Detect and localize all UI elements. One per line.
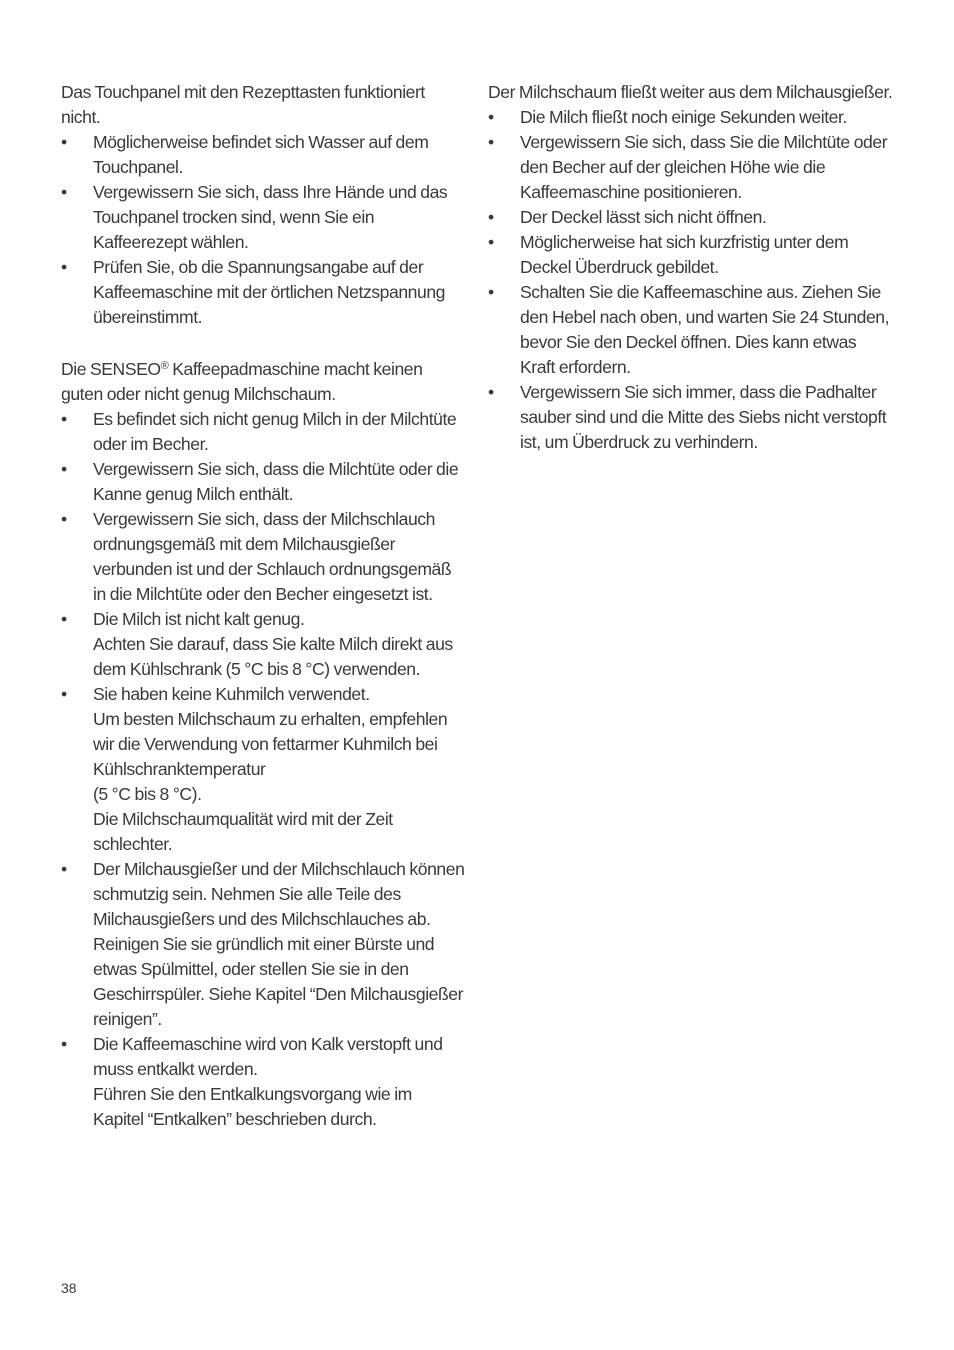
- section-heading: Der Milchschaum fließt weiter aus dem Milchausgießer.: [488, 82, 893, 102]
- list-item-text: Um besten Milchschaum zu erhalten, empfehlen wir die Verwendung von fettarmer Kuhmilch bei Kühlschranktemperatur: [93, 709, 448, 779]
- list-item: [61, 507, 466, 607]
- bullet-icon: •: [61, 182, 67, 202]
- bullet-list: [488, 105, 893, 455]
- section-touchpanel: [61, 80, 466, 330]
- list-item-text: Die Kaffeemaschine wird von Kalk verstopft und muss entkalkt werden.: [93, 1034, 443, 1079]
- list-item: [488, 105, 893, 130]
- bullet-icon: •: [488, 282, 494, 302]
- bullet-icon: •: [61, 459, 67, 479]
- list-item: [61, 682, 466, 857]
- left-column: [61, 80, 466, 1156]
- list-item-text: Prüfen Sie, ob die Spannungsangabe auf der Kaffeemaschine mit der örtlichen Netzspannung übereinstimmt.: [93, 257, 445, 327]
- list-item: [488, 205, 893, 230]
- list-item-text: Der Deckel lässt sich nicht öffnen.: [520, 207, 767, 227]
- list-item: [61, 407, 466, 457]
- list-item-text: Vergewissern Sie sich, dass der Milchschlauch ordnungsgemäß mit dem Milchausgießer verbunden ist und der Schlauch ordnungsgemäß in die Milchtüte oder den Becher eingesetzt ist.: [93, 509, 452, 604]
- list-item-text: Schalten Sie die Kaffeemaschine aus. Ziehen Sie den Hebel nach oben, und warten Sie 24 Stunden, bevor Sie den Deckel öffnen. Dies kann etwas Kraft erfordern.: [520, 282, 890, 377]
- bullet-icon: •: [488, 382, 494, 402]
- bullet-icon: •: [488, 232, 494, 252]
- list-item-text: Achten Sie darauf, dass Sie kalte Milch direkt aus dem Kühlschrank (5 °C bis 8 °C) verwenden.: [93, 634, 453, 679]
- list-item-text: Führen Sie den Entkalkungsvorgang wie im Kapitel “Entkalken” beschrieben durch.: [93, 1084, 412, 1129]
- list-item: [61, 255, 466, 330]
- list-item: [61, 1032, 466, 1132]
- bullet-icon: •: [61, 257, 67, 277]
- list-item: [488, 130, 893, 205]
- list-item-text: Möglicherweise hat sich kurzfristig unter dem Deckel Überdruck gebildet.: [520, 232, 849, 277]
- bullet-icon: •: [61, 132, 67, 152]
- list-item-text: Die Milchschaumqualität wird mit der Zeit schlechter.: [93, 809, 393, 854]
- bullet-list: [61, 407, 466, 1132]
- list-item-text: Sie haben keine Kuhmilch verwendet.: [93, 684, 370, 704]
- section-heading: [61, 354, 466, 407]
- section-heading: Das Touchpanel mit den Rezepttasten funktioniert nicht.: [61, 82, 425, 127]
- heading-rest: Kaffeepadmaschine macht keinen guten oder nicht genug Milchschaum.: [61, 359, 423, 404]
- bullet-icon: •: [61, 1034, 67, 1054]
- list-item: [61, 180, 466, 255]
- list-item-text: Vergewissern Sie sich, dass die Milchtüte oder die Kanne genug Milch enthält.: [93, 459, 459, 504]
- bullet-icon: •: [488, 132, 494, 152]
- list-item: [488, 230, 893, 280]
- registered-mark: ®: [160, 360, 169, 372]
- bullet-icon: •: [61, 859, 67, 879]
- bullet-list: [61, 130, 466, 330]
- right-column: [488, 80, 893, 479]
- list-item: [61, 857, 466, 1032]
- page-number: 38: [61, 1280, 77, 1296]
- bullet-icon: •: [61, 509, 67, 529]
- bullet-icon: •: [488, 207, 494, 227]
- section-milk-foam: [61, 354, 466, 1132]
- list-item-text: Es befindet sich nicht genug Milch in der Milchtüte oder im Becher.: [93, 409, 457, 454]
- list-item-text: (5 °C bis 8 °C).: [93, 784, 202, 804]
- bullet-icon: •: [61, 409, 67, 429]
- bullet-icon: •: [61, 609, 67, 629]
- list-item-text: Vergewissern Sie sich, dass Sie die Milchtüte oder den Becher auf der gleichen Höhe wie die Kaffeemaschine positionieren.: [520, 132, 888, 202]
- list-item: [61, 607, 466, 682]
- list-item: [61, 457, 466, 507]
- list-item: [61, 130, 466, 180]
- bullet-icon: •: [61, 684, 67, 704]
- list-item: [488, 380, 893, 455]
- list-item: [488, 280, 893, 380]
- list-item-text: Vergewissern Sie sich, dass Ihre Hände und das Touchpanel trocken sind, wenn Sie ein Kaffeerezept wählen.: [93, 182, 448, 252]
- list-item-text: Möglicherweise befindet sich Wasser auf dem Touchpanel.: [93, 132, 429, 177]
- bullet-icon: •: [488, 107, 494, 127]
- list-item-text: Die Milch ist nicht kalt genug.: [93, 609, 305, 629]
- list-item-text: Vergewissern Sie sich immer, dass die Padhalter sauber sind und die Mitte des Siebs nicht verstopft ist, um Überdruck zu verhindern.: [520, 382, 887, 452]
- list-item-text: Die Milch fließt noch einige Sekunden weiter.: [520, 107, 847, 127]
- list-item-text: Der Milchausgießer und der Milchschlauch können schmutzig sein. Nehmen Sie alle Teile des Milchausgießers und des Milchschlauches ab. Reinigen Sie sie gründlich mit einer Bürste und etwas Spülmittel, oder stellen Sie sie in den Geschirrspüler. Siehe Kapitel “Den Milchausgießer reinigen”.: [93, 859, 465, 1029]
- section-milk-flow: [488, 80, 893, 455]
- heading-brand: Die SENSEO: [61, 359, 161, 379]
